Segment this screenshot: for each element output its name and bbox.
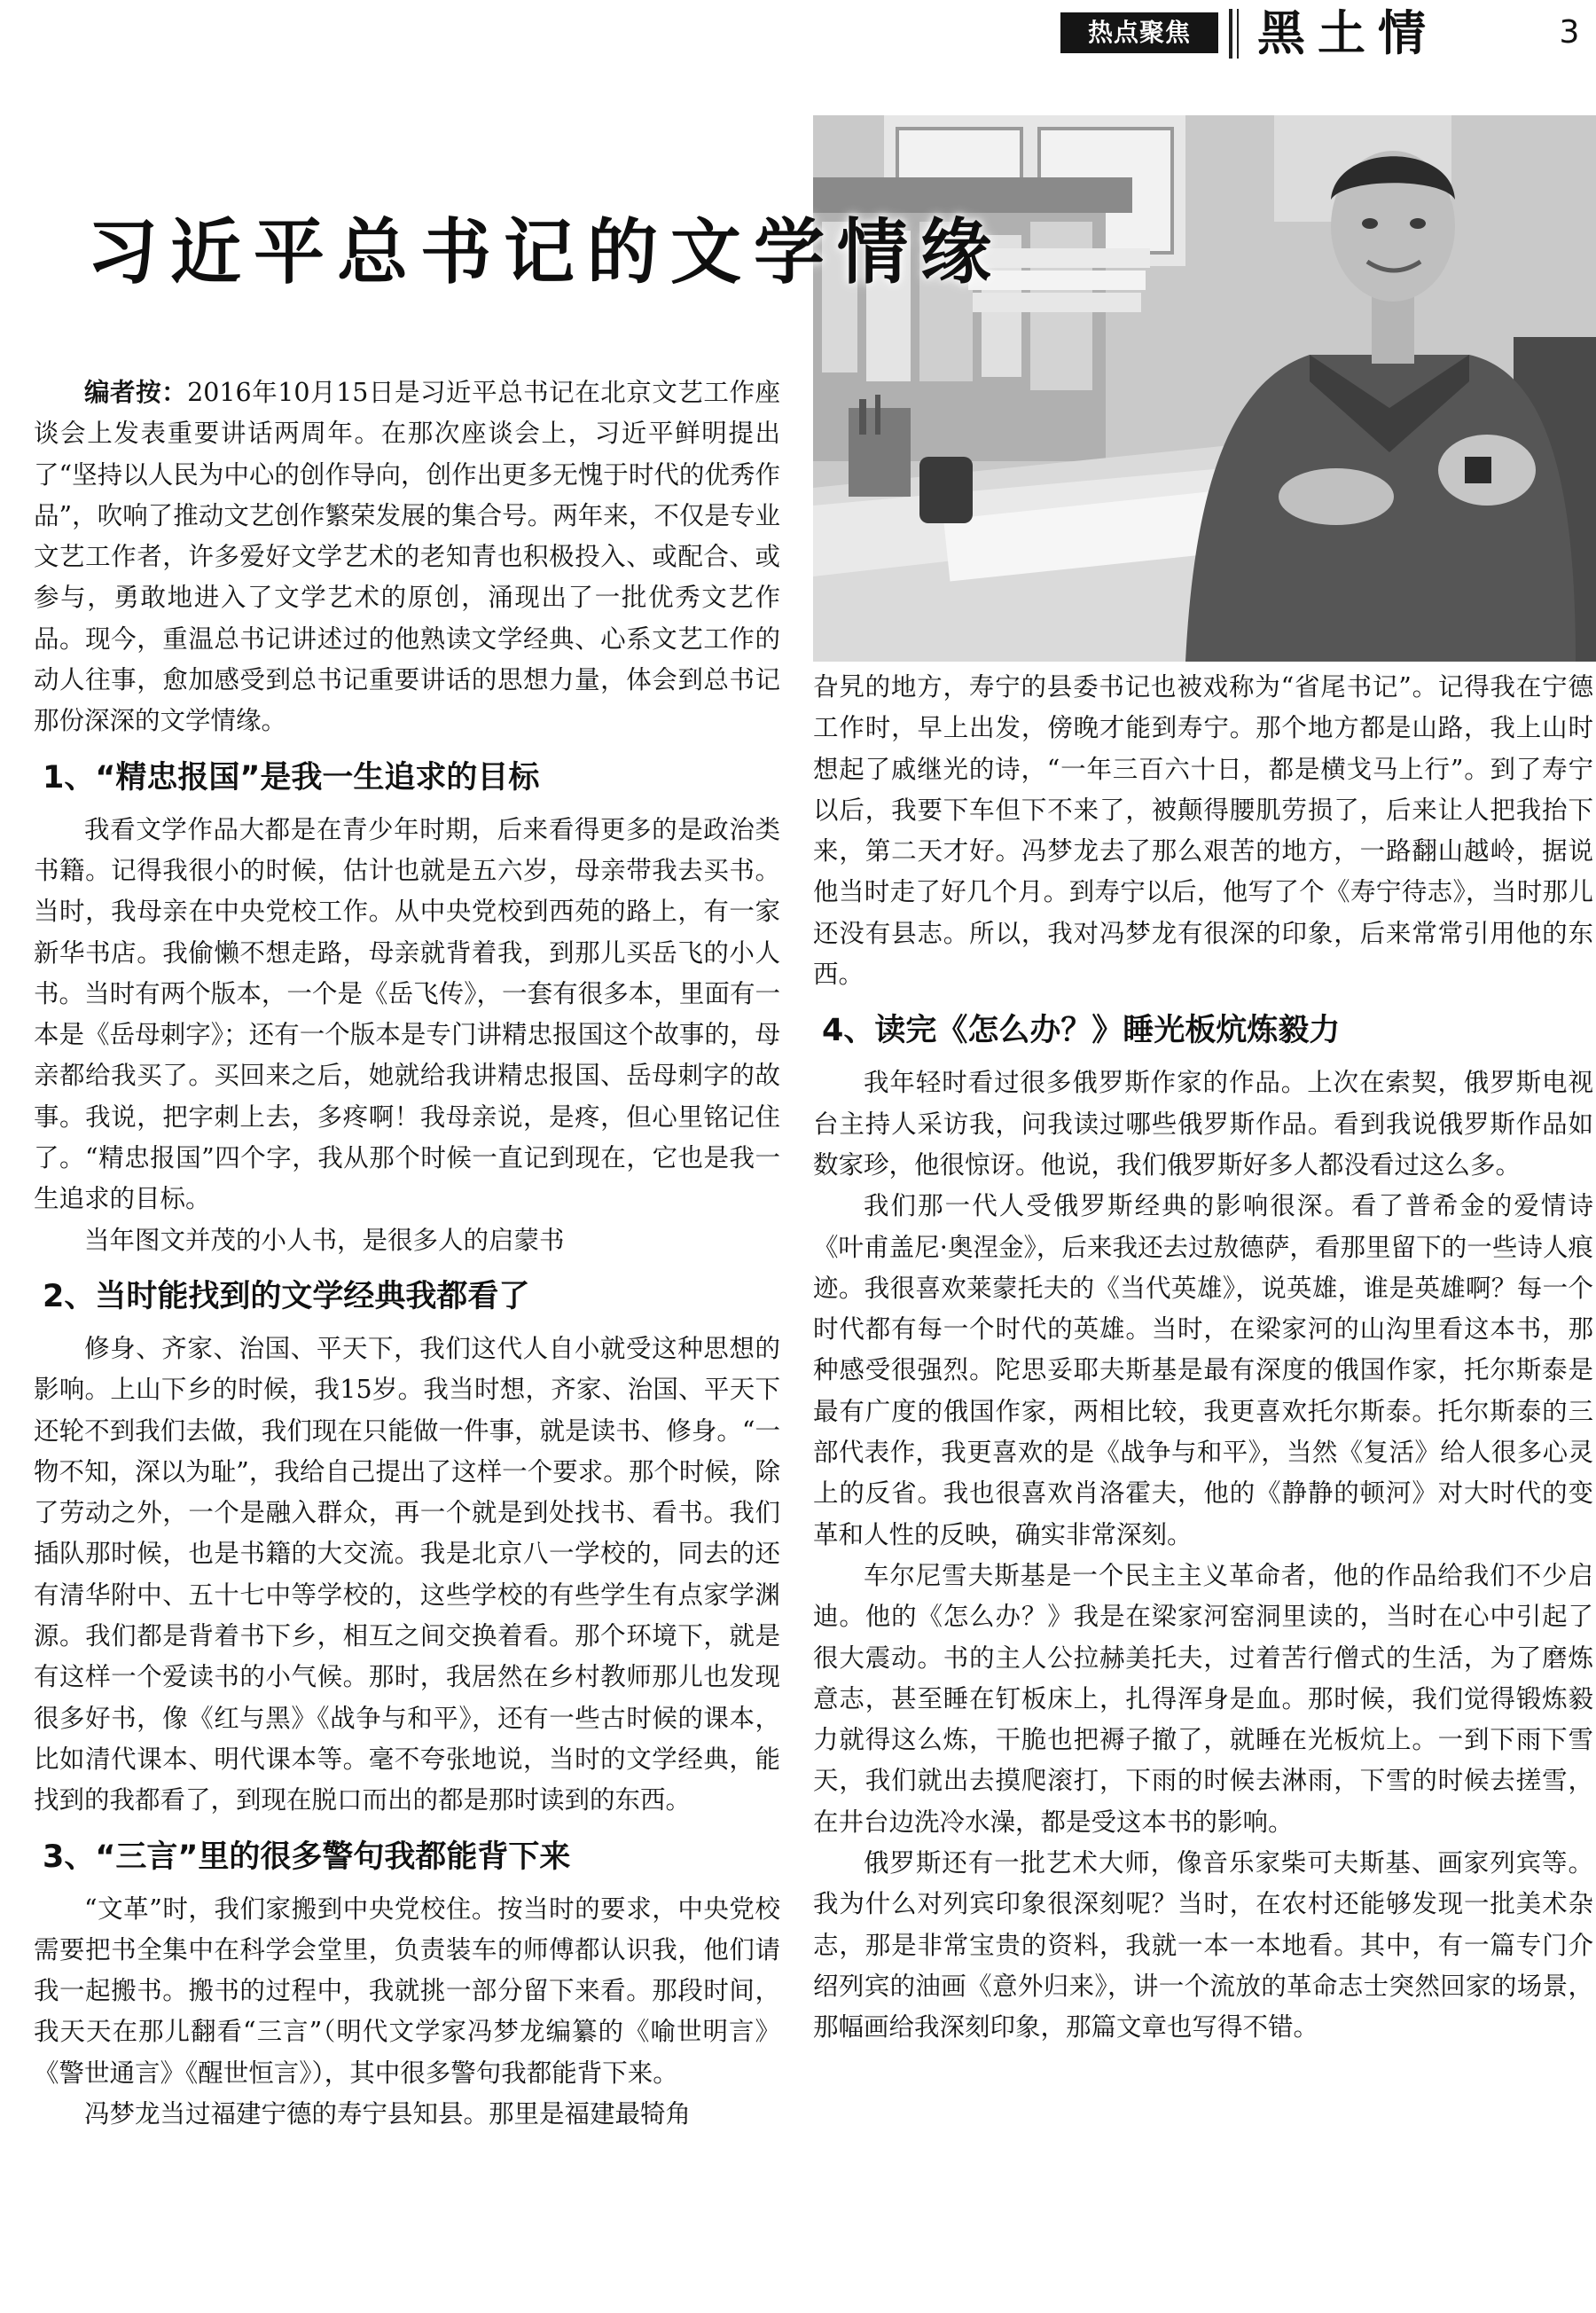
editor-note-label: 编者按： (84, 378, 188, 407)
section-1-paragraph: 我看文学作品大都是在青少年时期，后来看得更多的是政治类书籍。记得我很小的时候，估计也就是五六岁，母亲带我去买书。当时，我母亲在中央党校工作。从中央党校到西苑的路上，有一家新华书店。我偷懒不想走路，母亲就背着我，到那儿买岳飞的小人书。当时有两个版本，一个是《岳飞传》，一套有很多本，里面有一本是《岳母刺字》；还有一个版本是专门讲精忠报国这个故事的，母亲都给我买了。买回来之后，她就给我讲精忠报国、岳母刺字的故事。我说，把字刺上去，多疼啊！我母亲说，是疼，但心里铭记住了。“精忠报国”四个字，我从那个时候一直记到现在，它也是我一生追求的目标。 (34, 814, 780, 1214)
newspaper-brand: 黑土情 (1257, 4, 1438, 61)
section-tag: 热点聚焦 (1060, 12, 1218, 53)
section-3-paragraph: “文革”时，我们家搬到中央党校住。按当时的要求，中央党校需要把书全集中在科学会堂里，负责装车的师傅都认识我，他们请我一起搬书。搬书的过程中，我就挑一部分留下来看。那段时间，我天天在那儿翻看“三言”（明代文学家冯梦龙编纂的《喻世明言》《警世通言》《醒世恒言》），其中很多警句我都能背下来。 (34, 1894, 780, 2088)
section-4-heading: 4、读完《怎么办？》睡光板炕炼毅力 (822, 1013, 1341, 1049)
section-4-paragraph: 俄罗斯还有一批艺术大师，像音乐家柴可夫斯基、画家列宾等。我为什么对列宾印象很深刻呢？当时，在农村还能够发现一批美术杂志，那是非常宝贵的资料，我就一本一本地看。其中，有一篇专门介绍列宾的油画《意外归来》，讲一个流放的革命志士突然回家的场景，那幅画给我深刻印象，那篇文章也写得不错。 (813, 1848, 1593, 2042)
header-divider-thin (1237, 9, 1239, 59)
article-photo (813, 115, 1596, 662)
section-4-paragraph: 车尔尼雪夫斯基是一个民主主义革命者，他的作品给我们不少启迪。他的《怎么办？》我是在梁家河窑洞里读的，当时在心中引起了很大震动。书的主人公拉赫美托夫，过着苦行僧式的生活，为了磨炼意志，甚至睡在钉板床上，扎得浑身是血。那时候，我们觉得锻炼毅力就得这么炼，干脆也把褥子撤了，就睡在光板炕上。一到下雨下雪天，我们就出去摸爬滚打，下雨的时候去淋雨，下雪的时候去搓雪，在井台边洗冷水澡，都是受这本书的影响。 (813, 1560, 1593, 1837)
section-2-heading: 2、当时能找到的文学经典我都看了 (43, 1278, 530, 1314)
article-column-right (813, 667, 1593, 2049)
editor-note-text: 2016年10月15日是习近平总书记在北京文艺工作座谈会上发表重要讲话两周年。在那次座谈会上，习近平鲜明提出了“坚持以人民为中心的创作导向，创作出更多无愧于时代的优秀作品”，吹响了推动文艺创作繁荣发展的集合号。两年来，不仅是专业文艺工作者，许多爱好文学艺术的老知青也积极投入、或配合、或参与，勇敢地进入了文学艺术的原创，涌现出了一批优秀文艺作品。现今，重温总书记讲述过的他熟读文学经典、心系文艺工作的动人往事，愈加感受到总书记重要讲话的思想力量，体会到总书记那份深深的文学情缘。 (34, 378, 780, 736)
section-3-paragraph-continued: 旮旯的地方，寿宁的县委书记也被戏称为“省尾书记”。记得我在宁德工作时，早上出发，傍晚才能到寿宁。那个地方都是山路，我上山时想起了戚继光的诗，“一年三百六十日，都是横戈马上行”。到了寿宁以后，我要下车但下不来了，被颠得腰肌劳损了，后来让人把我抬下来，第二天才好。冯梦龙去了那么艰苦的地方，一路翻山越岭，据说他当时走了好几个月。到寿宁以后，他写了个《寿宁待志》，当时那儿还没有县志。所以，我对冯梦龙有很深的印象，后来常常引用他的东西。 (813, 672, 1593, 990)
header-divider (1229, 9, 1232, 59)
section-1-heading: 1、“精忠报国”是我一生追求的目标 (43, 759, 540, 796)
section-2-paragraph: 修身、齐家、治国、平天下，我们这代人自小就受这种思想的影响。上山下乡的时候，我15岁。我当时想，齐家、治国、平天下还轮不到我们去做，我们现在只能做一件事，就是读书、修身。“一物不知，深以为耻”，我给自己提出了这样一个要求。那个时候，除了劳动之外，一个是融入群众，再一个就是到处找书、看书。我们插队那时候，也是书籍的大交流。我是北京八一学校的，同去的还有清华附中、五十七中等学校的，这些学校的有些学生有点家学渊源。我们都是背着书下乡，相互之间交换着看。那个环境下，就是有这样一个爱读书的小气候。那时，我居然在乡村教师那儿也发现很多好书，像《红与黑》《战争与和平》，还有一些古时候的课本，比如清代课本、明代课本等。毫不夸张地说，当时的文学经典，能找到的我都看了，到现在脱口而出的都是那时读到的东西。 (34, 1333, 780, 1815)
article-column-left (34, 372, 780, 2135)
page-number: 3 (1559, 14, 1580, 51)
section-3-paragraph-continued-start: 冯梦龙当过福建宁德的寿宁县知县。那里是福建最犄角 (84, 2098, 692, 2129)
section-3-heading: 3、“三言”里的很多警句我都能背下来 (43, 1839, 571, 1875)
section-4-paragraph: 我们那一代人受俄罗斯经典的影响很深。看了普希金的爱情诗《叶甫盖尼·奥涅金》，后来我还去过敖德萨，看那里留下的一些诗人痕迹。我很喜欢莱蒙托夫的《当代英雄》，说英雄，谁是英雄啊？每一个时代都有每一个时代的英雄。当时，在梁家河的山沟里看这本书，那种感受很强烈。陀思妥耶夫斯基是最有深度的俄国作家，托尔斯泰是最有广度的俄国作家，两相比较，我更喜欢托尔斯泰。托尔斯泰的三部代表作，我更喜欢的是《战争与和平》，当然《复活》给人很多心灵上的反省。我也很喜欢肖洛霍夫，他的《静静的顿河》对大时代的变革和人性的反映，确实非常深刻。 (813, 1191, 1593, 1549)
section-1-caption: 当年图文并茂的小人书，是很多人的启蒙书 (84, 1225, 565, 1255)
photo-illustration (813, 115, 1596, 662)
section-4-paragraph: 我年轻时看过很多俄罗斯作家的作品。上次在索契，俄罗斯电视台主持人采访我，问我读过哪些俄罗斯作品。看到我说俄罗斯作品如数家珍，他很惊讶。他说，我们俄罗斯好多人都没看过这么多。 (813, 1068, 1593, 1180)
editor-note (34, 372, 780, 742)
article-title: 习近平总书记的文学情缘 (87, 211, 1004, 294)
